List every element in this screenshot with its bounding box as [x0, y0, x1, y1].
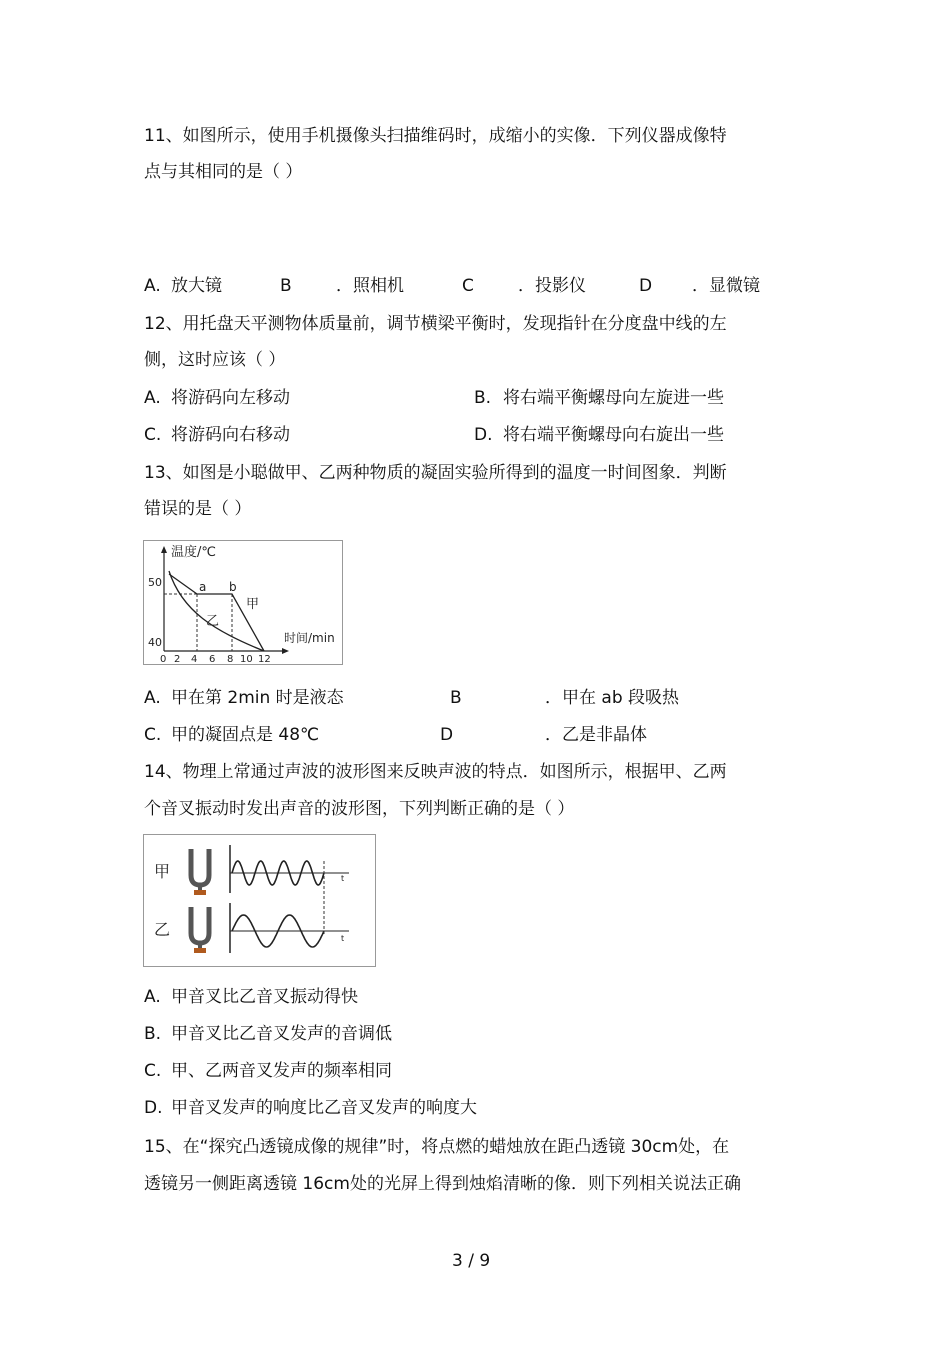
fork-yi-label: 乙 [154, 920, 171, 939]
q12-option-c-letter: C. [144, 425, 162, 445]
q13-option-d-letter: D [440, 725, 454, 745]
graph-y-label: 温度/℃ [171, 545, 216, 560]
graph-yi-label: 乙 [206, 614, 220, 629]
q14-option-a-letter: A. [144, 987, 161, 1007]
graph-x-tick-2: 2 [174, 654, 181, 664]
q12-stem-line2: 侧，这时应该（ ） [144, 350, 286, 370]
graph-y-tick-50: 50 [148, 576, 162, 589]
graph-y-axis-arrow [161, 546, 167, 553]
tuning-fork-jia-icon [191, 849, 209, 895]
graph-point-b-label: b [229, 580, 237, 594]
graph-x-label: 时间/min [284, 631, 335, 645]
q14-stem-line2: 个音叉振动时发出声音的波形图，下列判断正确的是（ ） [144, 799, 575, 819]
q13-option-d-text: ．乙是非晶体 [545, 725, 647, 745]
q13-option-a-text: 甲在第 2min 时是液态 [171, 688, 344, 708]
tuning-fork-waveform-figure [143, 834, 376, 967]
temperature-time-graph [143, 540, 343, 665]
q11-stem-line2: 点与其相同的是（ ） [144, 162, 303, 182]
q12-option-b-text: 将右端平衡螺母向左旋进一些 [503, 388, 724, 408]
q11-option-a-text: 放大镜 [171, 276, 222, 296]
graph-x-axis-arrow [282, 648, 289, 654]
q12-option-b-letter: B. [474, 388, 492, 408]
q13-option-c-text: 甲的凝固点是 48℃ [171, 725, 320, 745]
page-number: 3 / 9 [452, 1251, 491, 1271]
q11-option-c-letter: C [462, 276, 474, 296]
q11-option-b-text: ．照相机 [336, 276, 404, 296]
q15-stem-line2: 透镜另一侧距离透镜 16cm处的光屏上得到烛焰清晰的像．则下列相关说法正确 [144, 1174, 741, 1194]
waveform-jia-t-label: t [341, 874, 345, 883]
q13-stem-line1: 13、如图是小聪做甲、乙两种物质的凝固实验所得到的温度一时间图象．判断 [144, 463, 727, 483]
graph-x-tick-10: 10 [240, 654, 253, 664]
q12-option-d-letter: D. [474, 425, 493, 445]
q14-stem-line1: 14、物理上常通过声波的波形图来反映声波的特点．如图所示，根据甲、乙两 [144, 762, 727, 782]
graph-x-tick-8: 8 [227, 654, 234, 664]
q11-option-d-letter: D [639, 276, 653, 296]
tuning-fork-yi-icon [191, 907, 209, 953]
q13-stem-line2: 错误的是（ ） [144, 499, 252, 519]
q13-option-b-letter: B [450, 688, 462, 708]
q14-option-c-letter: C. [144, 1061, 162, 1081]
q13-option-b-text: ．甲在 ab 段吸热 [545, 688, 680, 708]
graph-curve-jia [169, 574, 264, 651]
q14-option-d-letter: D. [144, 1098, 163, 1118]
q14-option-b-letter: B. [144, 1024, 162, 1044]
waveform-yi-t-label: t [341, 934, 345, 943]
q12-option-a-letter: A. [144, 388, 161, 408]
graph-x-tick-12: 12 [258, 654, 271, 664]
temperature-time-graph-svg [144, 541, 342, 664]
q13-option-a-letter: A. [144, 688, 161, 708]
q11-option-d-text: ．显微镜 [692, 276, 760, 296]
graph-x-tick-4: 4 [191, 654, 198, 664]
q11-option-c-text: ．投影仪 [518, 276, 586, 296]
graph-point-a-label: a [199, 580, 207, 594]
q15-stem-line1: 15、在“探究凸透镜成像的规律”时，将点燃的蜡烛放在距凸透镜 30cm处，在 [144, 1137, 730, 1157]
q14-option-a-text: 甲音叉比乙音叉振动得快 [171, 987, 358, 1007]
q14-option-c-text: 甲、乙两音叉发声的频率相同 [171, 1061, 392, 1081]
graph-x-tick-0: 0 [160, 654, 167, 664]
q12-option-c-text: 将游码向右移动 [171, 425, 290, 445]
fork-jia-label: 甲 [154, 862, 171, 881]
q12-stem-line1: 12、用托盘天平测物体质量前，调节横梁平衡时，发现指针在分度盘中线的左 [144, 314, 727, 334]
graph-jia-label: 甲 [246, 597, 260, 612]
q13-option-c-letter: C. [144, 725, 162, 745]
tuning-fork-waveform-svg [144, 835, 375, 966]
q14-option-b-text: 甲音叉比乙音叉发声的音调低 [171, 1024, 392, 1044]
graph-y-tick-40: 40 [148, 636, 162, 649]
q12-option-d-text: 将右端平衡螺母向右旋出一些 [503, 425, 724, 445]
q11-option-b-letter: B [280, 276, 292, 296]
q11-option-a-letter: A. [144, 276, 161, 296]
q14-option-d-text: 甲音叉发声的响度比乙音叉发声的响度大 [171, 1098, 477, 1118]
graph-x-tick-6: 6 [209, 654, 216, 664]
q12-option-a-text: 将游码向左移动 [171, 388, 290, 408]
q11-stem-line1: 11、如图所示，使用手机摄像头扫描维码时，成缩小的实像．下列仪器成像特 [144, 126, 727, 146]
